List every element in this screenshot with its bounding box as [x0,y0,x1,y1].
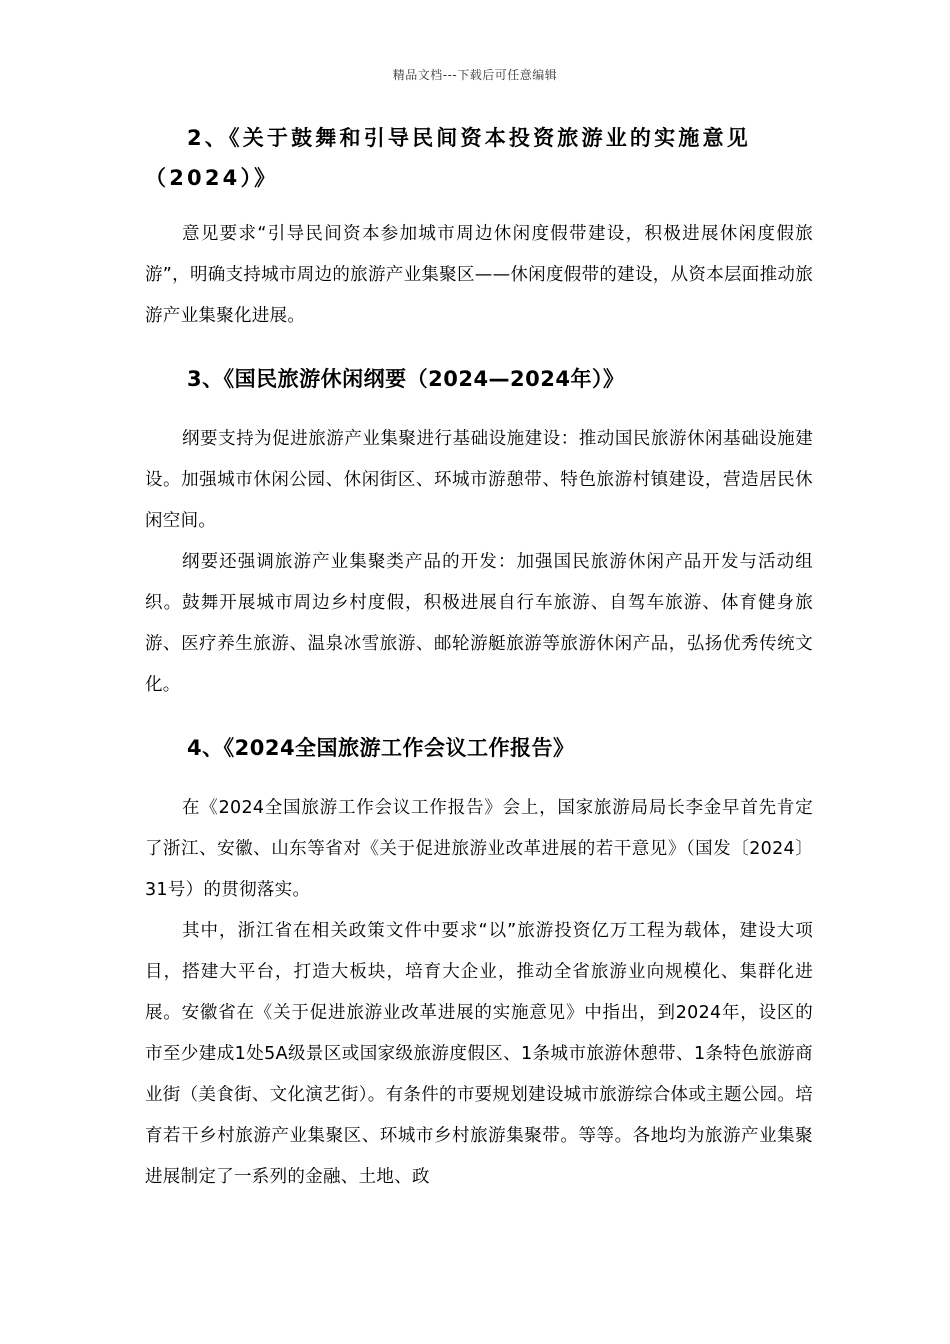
paragraph: 其中，浙江省在相关政策文件中要求“以”旅游投资亿万工程为载体，建设大项目，搭建大平台，打造大板块，培育大企业，推动全省旅游业向规模化、集群化进展。安徽省在《关于促进旅游业改革进展的实施意见》中指出，到2024年，设区的市至少建成1处5A级景区或国家级旅游度假区、1条城市旅游休憩带、1条特色旅游商业街（美食街、文化演艺街）。有条件的市要规划建设城市旅游综合体或主题公园。培育若干乡村旅游产业集聚区、环城市乡村旅游集聚带。等等。各地均为旅游产业集聚进展制定了一系列的金融、土地、政 [145,921,813,1187]
document-body [145,118,813,1198]
section-heading: 3、《国民旅游休闲纲要（2024—2024年）》 [187,367,625,391]
paragraph: 在《2024全国旅游工作会议工作报告》会上，国家旅游局局长李金早首先肯定了浙江、安徽、山东等省对《关于促进旅游业改革进展的若干意见》（国发〔2024〕31号）的贯彻落实。 [145,798,813,900]
section-2 [145,118,813,337]
paragraph: 纲要支持为促进旅游产业集聚进行基础设施建设：推动国民旅游休闲基础设施建设。加强城市休闲公园、休闲街区、环城市游憩带、特色旅游村镇建设，营造居民休闲空间。 [145,429,813,531]
section-heading: 2、《关于鼓舞和引导民间资本投资旅游业的实施意见（2024）》 [145,126,751,190]
section-3 [145,359,813,706]
section-heading: 4、《2024全国旅游工作会议工作报告》 [187,736,575,760]
paragraph: 意见要求“引导民间资本参加城市周边休闲度假带建设，积极进展休闲度假旅游”，明确支持城市周边的旅游产业集聚区——休闲度假带的建设，从资本层面推动旅游产业集聚化进展。 [145,224,813,326]
page-header: 精品文档---下载后可任意编辑 [392,68,558,82]
paragraph: 纲要还强调旅游产业集聚类产品的开发：加强国民旅游休闲产品开发与活动组织。鼓舞开展城市周边乡村度假，积极进展自行车旅游、自驾车旅游、体育健身旅游、医疗养生旅游、温泉冰雪旅游、邮轮游艇旅游等旅游休闲产品，弘扬优秀传统文化。 [145,552,813,695]
section-4 [145,728,813,1198]
